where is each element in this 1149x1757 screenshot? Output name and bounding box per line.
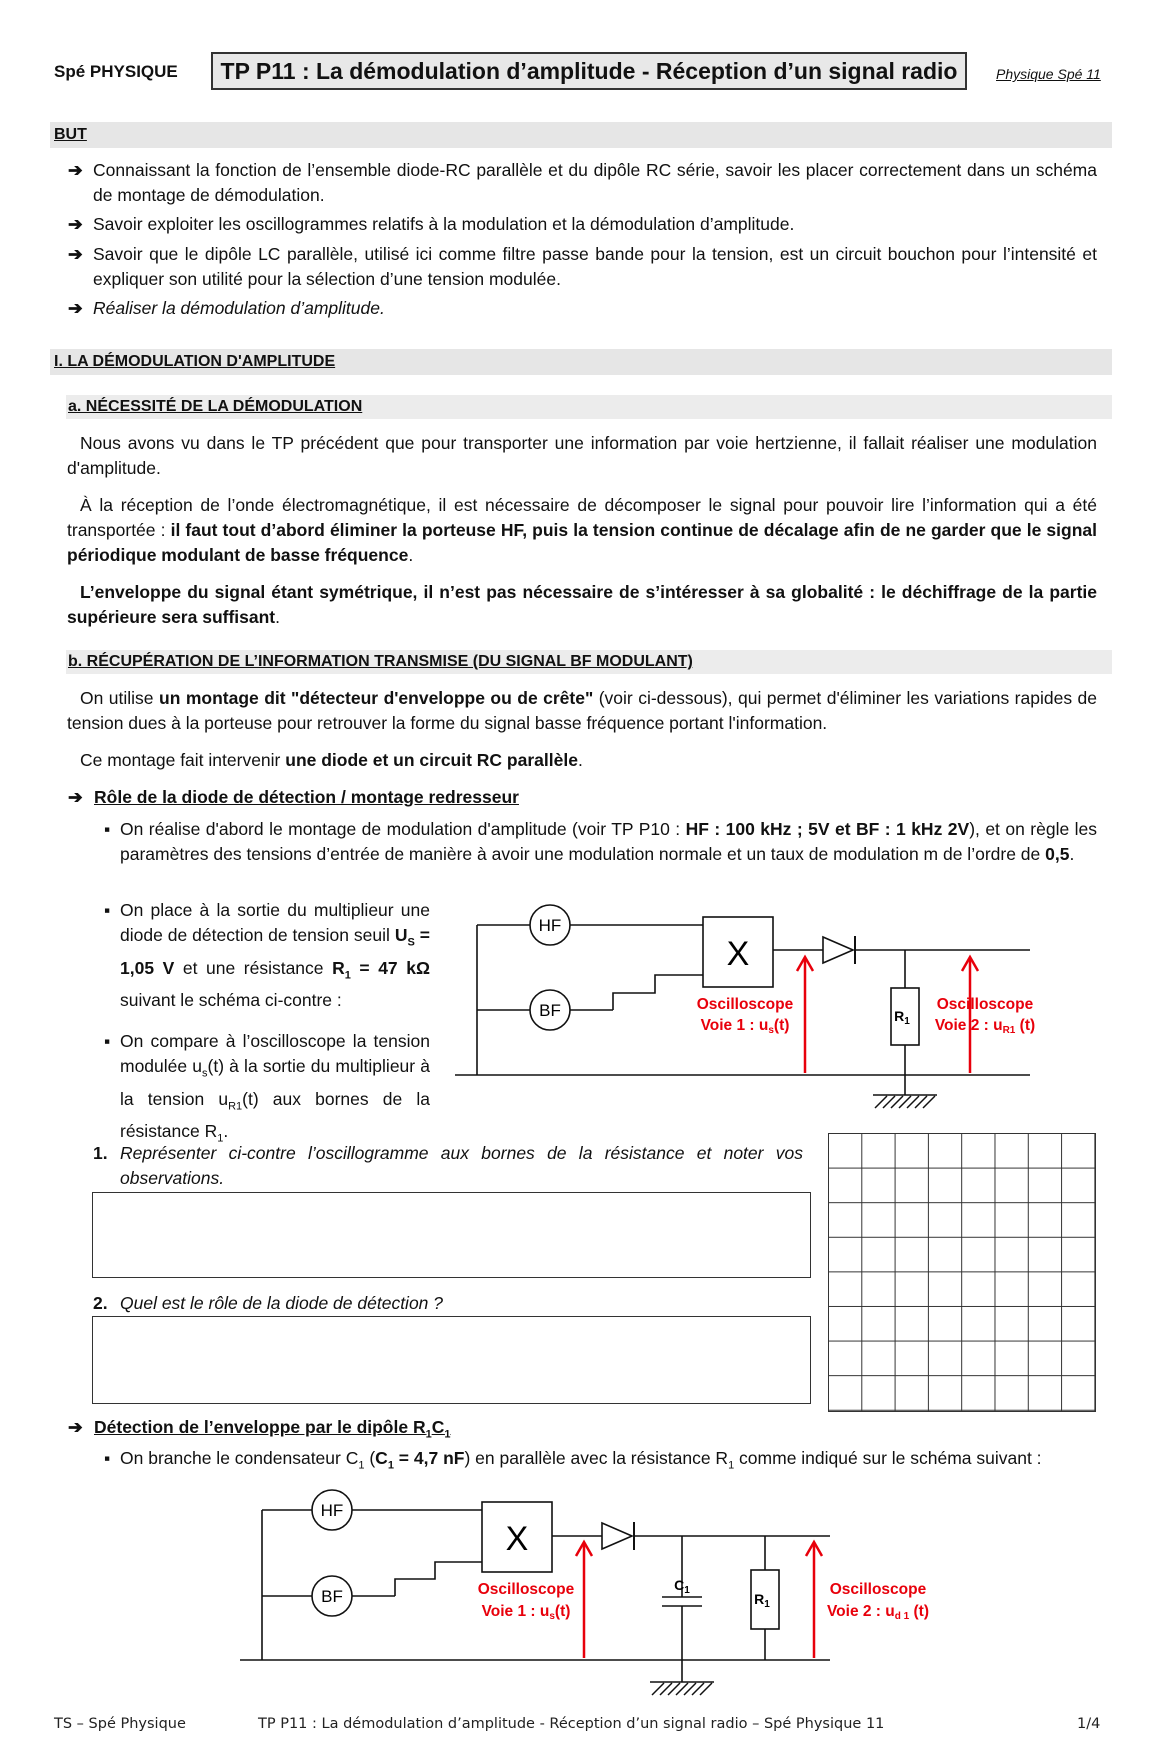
- section-1-heading: I. LA DÉMODULATION D'AMPLITUDE: [50, 349, 1112, 375]
- diode-icon: [823, 936, 855, 964]
- bullet-item: ▪ On place à la sortie du multiplieur une diode de détection de tension seuil $U_S = 1,05$ V et une résistance $R_1 = 47$ kΩ suivant le schéma ci-contre :: [120, 898, 430, 1013]
- paragraph: On utilise un montage dit "détecteur d'enveloppe ou de crête" (voir ci-dessous), qui permet d'éliminer les variations rapides de tension dues à la porteuse pour retrouver la forme du signal basse fréquence portant l'information.: [67, 688, 1097, 733]
- but-item-text: Savoir que le dipôle LC parallèle, utilisé ici comme filtre passe bande pour la tension, est un circuit bouchon pour l’intensité et expliquer son utilité pour la sélection d’une tension modulée.: [93, 244, 1097, 289]
- bullet-item: ▪ On branche le condensateur $C_1$ ($C_1 = 4,7$ nF) en parallèle avec la résistance $R_1$ comme indiqué sur le schéma suivant :: [120, 1446, 1097, 1479]
- oscilloscope-1-label: Oscilloscope: [696, 996, 794, 1013]
- arrow-right-icon: ➔: [68, 787, 83, 807]
- oscilloscope-1-label: Oscilloscope: [477, 1581, 575, 1598]
- footer-center: TP P11 : La démodulation d’amplitude - Réception d’un signal radio – Spé Physique 11: [258, 1716, 885, 1732]
- arrow-right-icon: ➔: [68, 160, 83, 180]
- oscilloscope-2-channel: Voie 2 : uR1 (t): [934, 1017, 1036, 1036]
- but-item: [68, 296, 1097, 321]
- hf-label: HF: [538, 916, 562, 935]
- paragraph: Ce montage fait intervenir une diode et un circuit RC parallèle.: [80, 750, 583, 770]
- multiplier-label: X: [505, 1520, 529, 1558]
- but-item: [68, 242, 1097, 292]
- ground-icon: [652, 1683, 712, 1695]
- oscilloscope-2-channel: Voie 2 : ud 1 (t): [826, 1603, 930, 1622]
- arrow-right-icon: ➔: [68, 298, 83, 318]
- oscilloscope-2-label: Oscilloscope: [936, 996, 1034, 1013]
- bf-label: BF: [321, 1587, 343, 1606]
- oscilloscope-1-channel: Voie 1 : us(t): [700, 1017, 790, 1036]
- oscilloscope-1-channel: Voie 1 : us(t): [481, 1603, 571, 1622]
- diode-icon: [602, 1522, 634, 1550]
- bullet-item: ▪ On compare à l’oscilloscope la tension modulée $u_s(t)$ à la sortie du multiplieur à la tension $u_{R1}(t)$ aux bornes de la résistance $R_1$.: [120, 1029, 430, 1152]
- header-subject: Spé PHYSIQUE: [54, 62, 178, 81]
- question-1: 1. Représenter ci-contre l’oscillogramme aux bornes de la résistance et noter vos observations.: [93, 1143, 803, 1188]
- question-2: 2. Quel est le rôle de la diode de détection ?: [93, 1293, 443, 1313]
- section-but-heading: BUT: [50, 122, 1112, 148]
- page-title: TP P11 : La démodulation d’amplitude - Réception d’un signal radio: [211, 52, 967, 90]
- header-reference: Physique Spé 11: [996, 66, 1101, 82]
- voltage-arrow-ud1: [806, 1542, 822, 1658]
- but-item-text: Savoir exploiter les oscillogrammes relatifs à la modulation et la démodulation d’amplitude.: [93, 214, 795, 234]
- voltage-arrow-ur1: [962, 957, 978, 1073]
- ground-icon: [875, 1096, 935, 1108]
- answer-box-2[interactable]: [92, 1316, 811, 1404]
- capacitor-label: $C_1$: [674, 1577, 690, 1596]
- oscilloscope-2-label: Oscilloscope: [829, 1581, 927, 1598]
- paragraph: À la réception de l’onde électromagnétique, il est nécessaire de décomposer le signal pour pouvoir lire l’information qui a été transportée : il faut tout d’abord éliminer la porteuse HF, puis la tension continue de décalage afin de ne garder que le signal périodique modulant de basse fréquence.: [67, 495, 1097, 565]
- bf-label: BF: [539, 1001, 561, 1020]
- paragraph: L’enveloppe du signal étant symétrique, il n’est pas nécessaire de s’intéresser à sa globalité : le déchiffrage de la partie supérieure sera suffisant.: [67, 582, 1097, 627]
- multiplier-label: X: [726, 935, 750, 973]
- circuit-diagram-diode: [445, 895, 1045, 1125]
- oscillogram-grid[interactable]: [828, 1133, 1096, 1412]
- but-item-text: Connaissant la fonction de l’ensemble diode-RC parallèle et du dipôle RC série, savoir les placer correctement dans un schéma de montage de démodulation.: [93, 160, 1097, 205]
- hf-label: HF: [320, 1501, 344, 1520]
- bullet-item: ▪ On réalise d'abord le montage de modulation d'amplitude (voir TP P10 : HF : 100 kHz ; 5V et BF : 1 kHz 2V), et on règle les paramètres des tensions d’entrée de manière à avoir une modulation normale et un taux de modulation m de l’ordre de 0,5.: [120, 817, 1097, 867]
- footer-page-number: 1/4: [1077, 1716, 1101, 1732]
- answer-box-1[interactable]: [92, 1192, 811, 1278]
- paragraph: Nous avons vu dans le TP précédent que pour transporter une information par voie hertzienne, il fallait réaliser une modulation d'amplitude.: [67, 433, 1097, 478]
- voltage-arrow-us: [576, 1542, 592, 1658]
- arrow-right-icon: ➔: [68, 1417, 83, 1437]
- subsection-a-heading: a. NÉCESSITÉ DE LA DÉMODULATION: [66, 395, 1112, 419]
- circuit-diagram-diode-rc: [230, 1484, 950, 1714]
- but-item: [68, 158, 1097, 208]
- footer-left: TS – Spé Physique: [54, 1716, 186, 1732]
- voltage-arrow-us: [797, 957, 813, 1073]
- but-item: [68, 212, 1097, 237]
- resistor-label: $R_1$: [754, 1591, 770, 1610]
- arrow-right-icon: ➔: [68, 244, 83, 264]
- arrow-right-icon: ➔: [68, 214, 83, 234]
- but-item-text: Réaliser la démodulation d’amplitude.: [93, 298, 385, 318]
- resistor-label: $R_1$: [894, 1008, 910, 1027]
- subsection-b-heading: b. RÉCUPÉRATION DE L’INFORMATION TRANSMISE (DU SIGNAL BF MODULANT): [66, 650, 1112, 674]
- detection-heading: ➔ Détection de l’enveloppe par le dipôle $R_1C_1$: [68, 1417, 451, 1441]
- role-heading: ➔ Rôle de la diode de détection / montage redresseur: [94, 785, 519, 810]
